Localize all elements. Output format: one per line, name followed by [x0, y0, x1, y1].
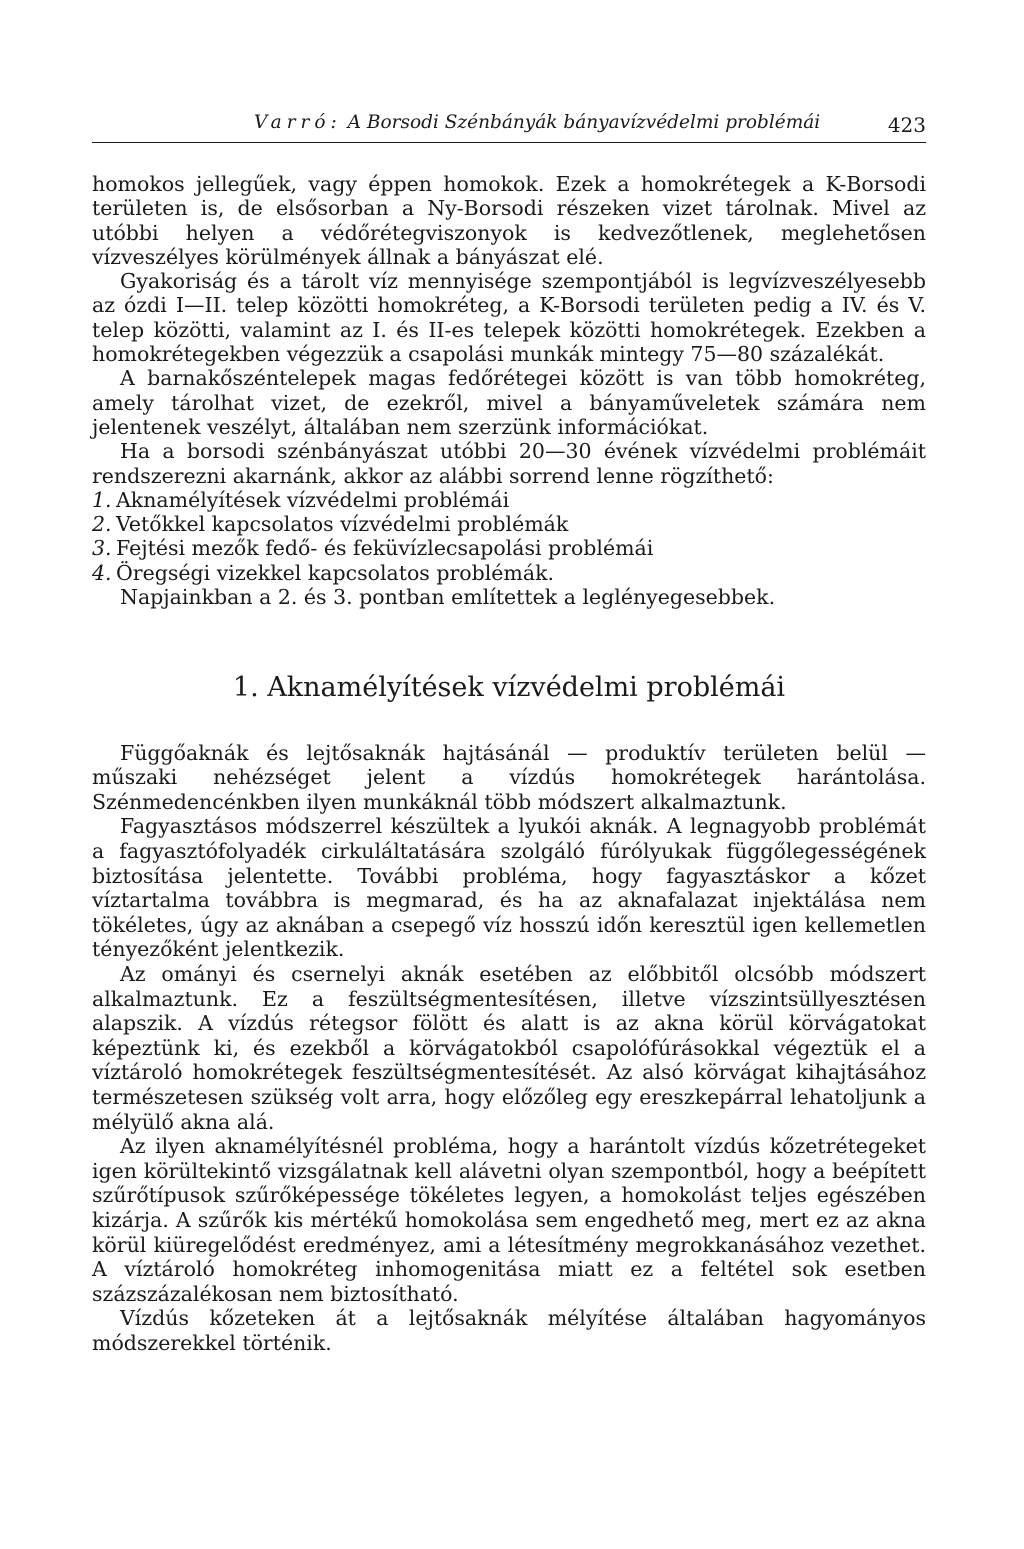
paragraph: A barnakőszéntelepek magas fedőrétegei között is van több homokréteg, amely tárolhat vizet, de ezekről, mivel a bányaműveletek számára nem jelentenek veszélyt, általában nem szerzünk információkat.	[92, 366, 926, 439]
running-title	[254, 112, 820, 133]
list-item	[92, 488, 926, 512]
paragraph: Napjainkban a 2. és 3. pontban említettek a leglényegesebbek.	[120, 585, 776, 610]
page-number: 423	[887, 113, 926, 137]
list-item-text: Aknamélyítések vízvédelmi problémái	[116, 487, 510, 512]
author-name: Varró:	[254, 112, 342, 133]
paragraph: Az ilyen aknamélyítésnél probléma, hogy a harántolt vízdús kőzetrétegeket igen körültekintő vizsgálatnak kell alávetni olyan szempontból, hogy a beépített szűrőtípusok szűrőképessége tökéletes legyen, a homokolást teljes egészében kizárja. A szűrők kis mértékű homokolása sem engedhető meg, mert ez az akna körül kiüregelődést eredményez, ami a létesítmény megrokkanásához vezethet. A víztároló homokréteg inhomogenitása miatt ez a feltétel sok esetben százszázalékosan nem biztosítható.	[92, 1134, 926, 1306]
paragraph: Ha a borsodi szénbányászat utóbbi 20—30 évének vízvédelmi problémáit rendszerezni akarnánk, akkor az alábbi sorrend lenne rögzíthető:	[92, 439, 926, 488]
paragraph: Fagyasztásos módszerrel készültek a lyukói aknák. A legnagyobb problémát a fagyasztófolyadék cirkuláltatására szolgáló fúrólyukak függőlegességének biztosítása jelentette. További probléma, hogy fagyasztáskor a kőzet víztartalma továbbra is megmarad, és ha az aknafalazat injektálása nem tökéletes, úgy az aknában a csepegő víz hosszú időn keresztül igen kellemetlen tényezőként jelentkezik.	[92, 814, 926, 962]
problem-list	[92, 488, 926, 585]
paragraph: Az ományi és csernelyi aknák esetében az előbbitől olcsóbb módszert alkalmaztunk. Ez a feszültségmentesítésen, illetve vízszintsüllyesztésen alapszik. A vízdús rétegsor fölött és alatt is az akna körül körvágatokat képeztünk ki, és ezekből a körvágatokból csapolófúrásokkal végeztük el a víztároló homokrétegek feszültségmentesítését. Az alsó körvágat kihajtásához természetesen szükség volt arra, hogy előzőleg egy ereszkepárral lehatoljunk a mélyülő akna alá.	[92, 961, 926, 1134]
list-item-text: Vetőkkel kapcsolatos vízvédelmi problémák	[116, 512, 569, 537]
article-body	[92, 172, 926, 1355]
list-number: 1.	[92, 487, 112, 512]
list-item-text: Fejtési mezők fedő- és feküvízlecsapolási problémái	[116, 536, 654, 561]
running-head	[92, 98, 926, 143]
list-number: 4.	[92, 560, 112, 585]
article-title: A Borsodi Szénbányák bányavízvédelmi problémái	[347, 112, 821, 133]
list-item	[92, 536, 926, 560]
list-item	[92, 561, 926, 585]
paragraph: Gyakoriság és a tárolt víz mennyisége szempontjából is legvízveszélyesebb az ózdi I—II. telep közötti homokréteg, a K-Borsodi területen pedig a IV. és V. telep közötti, valamint az I. és II-es telepek közötti homokrétegek. Ezekben a homokrétegekben végezzük a csapolási munkák mintegy 75—80 százalékát.	[92, 269, 926, 367]
list-number: 3.	[92, 536, 112, 561]
section-heading: 1. Aknamélyítések vízvédelmi problémái	[232, 672, 786, 704]
paragraph: Vízdús kőzeteken át a lejtősaknák mélyítése általában hagyományos módszerekkel történik.	[92, 1306, 926, 1355]
list-number: 2.	[92, 512, 112, 537]
paragraph: homokos jellegűek, vagy éppen homokok. Ezek a homokrétegek a K-Borsodi területen is, de elsősorban a Ny-Borsodi részeken vizet tárolnak. Mivel az utóbbi helyen a védőrétegviszonyok is kedvezőtlenek, meglehetősen vízveszélyes körülmények állnak a bányászat elé.	[92, 172, 926, 269]
list-item	[92, 512, 926, 536]
paragraph: Függőaknák és lejtősaknák hajtásánál — produktív területen belül — műszaki nehézséget jelent a vízdús homokrétegek harántolása. Szénmedencénkben ilyen munkáknál több módszert alkalmaztunk.	[92, 740, 926, 814]
section-body	[92, 741, 926, 1356]
list-item-text: Öregségi vizekkel kapcsolatos problémák.	[116, 560, 555, 585]
